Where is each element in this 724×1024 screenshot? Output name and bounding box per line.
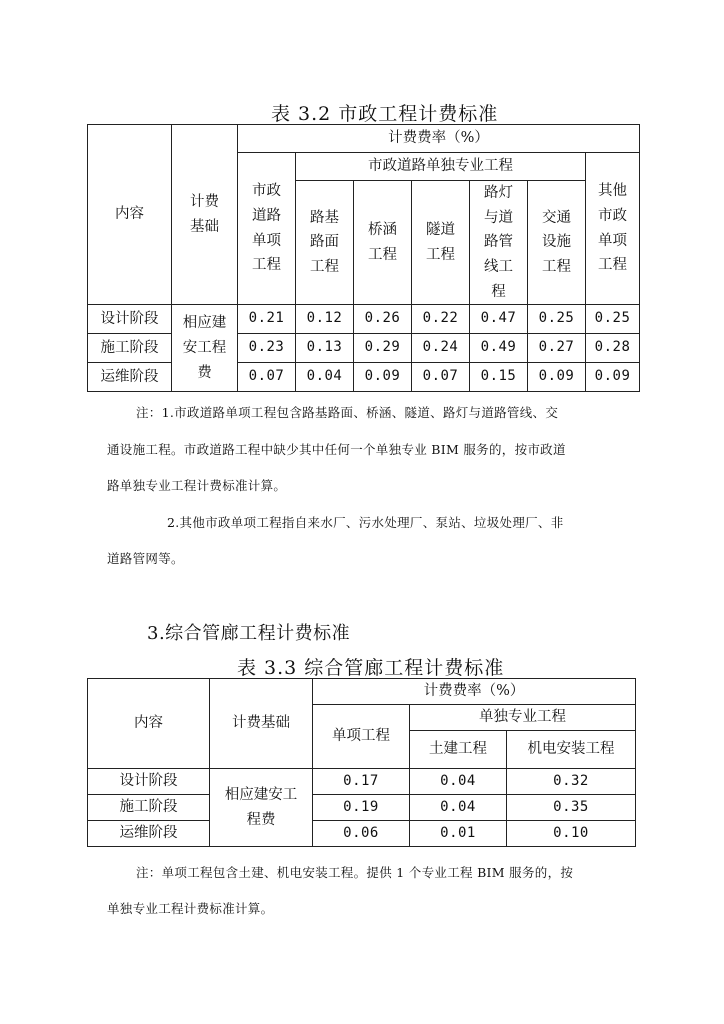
note-line: 单独专业工程计费标准计算。 bbox=[107, 901, 274, 916]
value-cell: 0.25 bbox=[528, 305, 586, 334]
stage-cell: 运维阶段 bbox=[88, 821, 210, 847]
header-content: 内容 bbox=[88, 679, 210, 769]
header-traffic: 交通设施工程 bbox=[528, 181, 586, 305]
value-cell: 0.28 bbox=[586, 334, 640, 363]
basis-cell: 相应建安工程费 bbox=[210, 769, 313, 847]
value-cell: 0.29 bbox=[354, 334, 412, 363]
stage-cell: 运维阶段 bbox=[88, 363, 172, 392]
value-cell: 0.09 bbox=[586, 363, 640, 392]
stage-cell: 施工阶段 bbox=[88, 334, 172, 363]
value-cell: 0.01 bbox=[410, 821, 507, 847]
value-cell: 0.15 bbox=[470, 363, 528, 392]
note-line: 注：1.市政道路单项工程包含路基路面、桥涵、隧道、路灯与道路管线、交 bbox=[136, 405, 559, 420]
value-cell: 0.10 bbox=[507, 821, 636, 847]
value-cell: 0.24 bbox=[412, 334, 470, 363]
value-cell: 0.22 bbox=[412, 305, 470, 334]
value-cell: 0.09 bbox=[528, 363, 586, 392]
header-lighting: 路灯与道路管线工程 bbox=[470, 181, 528, 305]
header-civil: 土建工程 bbox=[410, 731, 507, 769]
value-cell: 0.12 bbox=[296, 305, 354, 334]
value-cell: 0.47 bbox=[470, 305, 528, 334]
value-cell: 0.25 bbox=[586, 305, 640, 334]
basis-cell: 相应建安工程费 bbox=[172, 305, 238, 392]
value-cell: 0.04 bbox=[410, 795, 507, 821]
header-subgrade: 路基路面工程 bbox=[296, 181, 354, 305]
header-bridge: 桥涵工程 bbox=[354, 181, 412, 305]
value-cell: 0.04 bbox=[410, 769, 507, 795]
header-basis: 计费基础 bbox=[210, 679, 313, 769]
table-row bbox=[88, 363, 640, 392]
header-mep: 机电安装工程 bbox=[507, 731, 636, 769]
stage-cell: 施工阶段 bbox=[88, 795, 210, 821]
value-cell: 0.49 bbox=[470, 334, 528, 363]
header-single: 单项工程 bbox=[313, 705, 410, 769]
header-rate: 计费费率（%） bbox=[238, 125, 640, 153]
stage-cell: 设计阶段 bbox=[88, 305, 172, 334]
header-group: 单独专业工程 bbox=[410, 705, 636, 731]
table-3-2-caption: 表 3.2 市政工程计费标准 bbox=[271, 103, 499, 125]
value-cell: 0.21 bbox=[238, 305, 296, 334]
value-cell: 0.13 bbox=[296, 334, 354, 363]
header-tunnel: 隧道工程 bbox=[412, 181, 470, 305]
note-line: 注：单项工程包含土建、机电安装工程。提供 1 个专业工程 BIM 服务的，按 bbox=[136, 865, 574, 880]
value-cell: 0.35 bbox=[507, 795, 636, 821]
value-cell: 0.09 bbox=[354, 363, 412, 392]
table-row bbox=[88, 334, 640, 363]
value-cell: 0.04 bbox=[296, 363, 354, 392]
table-3-3-caption: 表 3.3 综合管廊工程计费标准 bbox=[237, 657, 505, 679]
table-3-2 bbox=[87, 124, 640, 392]
note-line: 道路管网等。 bbox=[107, 551, 184, 566]
note-line: 路单独专业工程计费标准计算。 bbox=[107, 478, 287, 493]
header-road-single: 市政道路单项工程 bbox=[238, 153, 296, 305]
value-cell: 0.06 bbox=[313, 821, 410, 847]
value-cell: 0.27 bbox=[528, 334, 586, 363]
value-cell: 0.17 bbox=[313, 769, 410, 795]
value-cell: 0.32 bbox=[507, 769, 636, 795]
value-cell: 0.07 bbox=[238, 363, 296, 392]
header-other: 其他市政单项工程 bbox=[586, 153, 640, 305]
value-cell: 0.19 bbox=[313, 795, 410, 821]
header-basis: 计费基础 bbox=[172, 125, 238, 305]
value-cell: 0.26 bbox=[354, 305, 412, 334]
header-road-group: 市政道路单独专业工程 bbox=[296, 153, 586, 181]
stage-cell: 设计阶段 bbox=[88, 769, 210, 795]
table-row bbox=[88, 821, 636, 847]
table-row bbox=[88, 795, 636, 821]
note-line: 2.其他市政单项工程指自来水厂、污水处理厂、泵站、垃圾处理厂、非 bbox=[167, 515, 564, 530]
table-row bbox=[88, 305, 640, 334]
table-row bbox=[88, 769, 636, 795]
value-cell: 0.07 bbox=[412, 363, 470, 392]
table-3-3 bbox=[87, 678, 636, 847]
value-cell: 0.23 bbox=[238, 334, 296, 363]
header-rate: 计费费率（%） bbox=[313, 679, 636, 705]
section-heading: 3.综合管廊工程计费标准 bbox=[147, 623, 351, 644]
header-content: 内容 bbox=[88, 125, 172, 305]
note-line: 通设施工程。市政道路工程中缺少其中任何一个单独专业 BIM 服务的，按市政道 bbox=[107, 442, 566, 457]
